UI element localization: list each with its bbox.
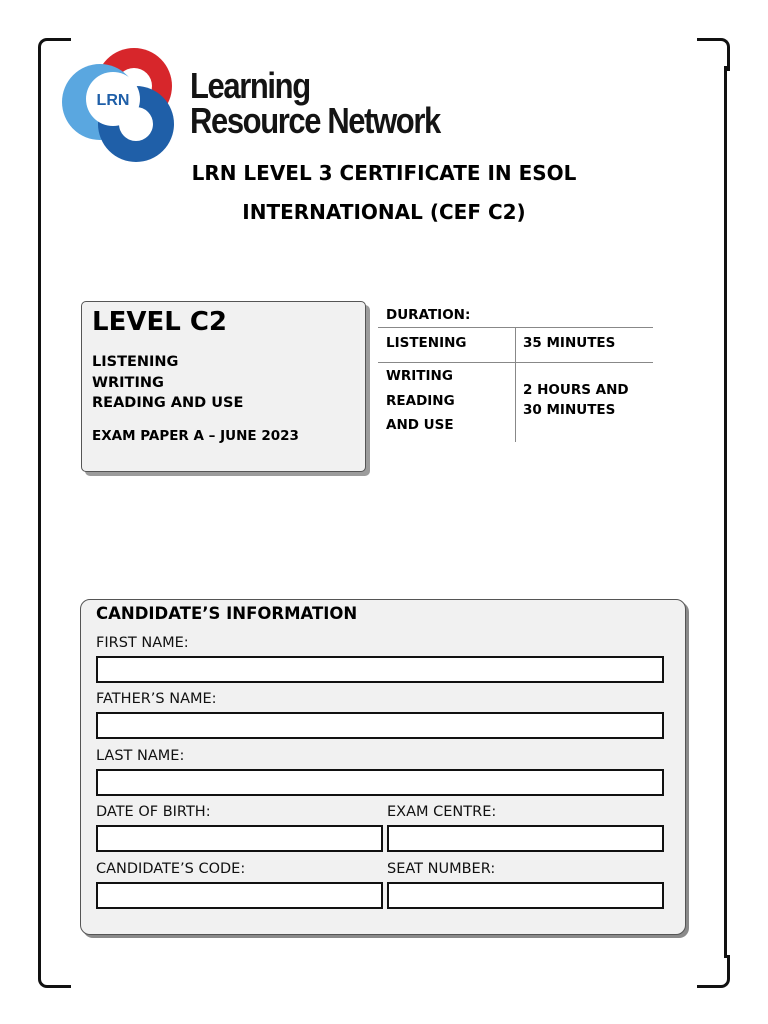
duration-time-listening	[523, 333, 615, 353]
duration-table-column-rule	[515, 328, 516, 442]
fathers-name-label: FATHER’S NAME:	[96, 691, 217, 707]
logo-badge-text: LRN	[96, 92, 130, 109]
frame-corner-bottom-left	[38, 955, 71, 988]
seat-number-field[interactable]	[387, 882, 664, 909]
date-of-birth-label: DATE OF BIRTH:	[96, 804, 211, 820]
exam-centre-label: EXAM CENTRE:	[387, 804, 497, 820]
candidates-code-label: CANDIDATE’S CODE:	[96, 861, 246, 877]
date-of-birth-field[interactable]	[96, 825, 383, 852]
level-components	[92, 352, 243, 414]
level-box	[81, 301, 366, 472]
duration-activity-writing-reading	[386, 364, 455, 438]
certificate-title-line2: INTERNATIONAL (CEF C2)	[242, 200, 526, 224]
duration-label: DURATION:	[386, 307, 471, 323]
duration-activity-line: WRITING	[386, 368, 453, 384]
lrn-logo-icon	[58, 44, 180, 164]
component-listening: LISTENING	[92, 354, 179, 370]
logo-name-line1: Learning	[190, 65, 310, 106]
logo-name-line2: Resource Network	[190, 100, 440, 141]
fathers-name-field[interactable]	[96, 712, 664, 739]
frame-corner-bottom-right	[697, 955, 730, 988]
exam-paper-label: EXAM PAPER A – JUNE 2023	[92, 428, 299, 444]
duration-activity-line: LISTENING	[386, 335, 467, 351]
duration-activity-listening	[386, 331, 466, 356]
candidate-info-heading: CANDIDATE’S INFORMATION	[96, 604, 358, 623]
duration-activity-line: AND USE	[386, 417, 454, 433]
duration-time-line: 2 HOURS AND	[523, 382, 629, 398]
first-name-label: FIRST NAME:	[96, 635, 189, 651]
level-heading: LEVEL C2	[92, 307, 228, 337]
duration-activity-line: READING	[386, 392, 455, 409]
exam-centre-field[interactable]	[387, 825, 664, 852]
duration-time-line: 35 MINUTES	[523, 335, 616, 351]
component-writing: WRITING	[92, 374, 164, 391]
certificate-title-line1: LRN LEVEL 3 CERTIFICATE IN ESOL	[191, 161, 577, 185]
duration-time-writing-reading	[523, 380, 629, 420]
candidates-code-field[interactable]	[96, 882, 383, 909]
duration-time-line: 30 MINUTES	[523, 402, 616, 418]
logo-wordmark	[190, 65, 440, 141]
first-name-field[interactable]	[96, 656, 664, 683]
component-reading-and-use: READING AND USE	[92, 395, 244, 411]
last-name-label: LAST NAME:	[96, 748, 185, 764]
seat-number-label: SEAT NUMBER:	[387, 861, 496, 877]
last-name-field[interactable]	[96, 769, 664, 796]
